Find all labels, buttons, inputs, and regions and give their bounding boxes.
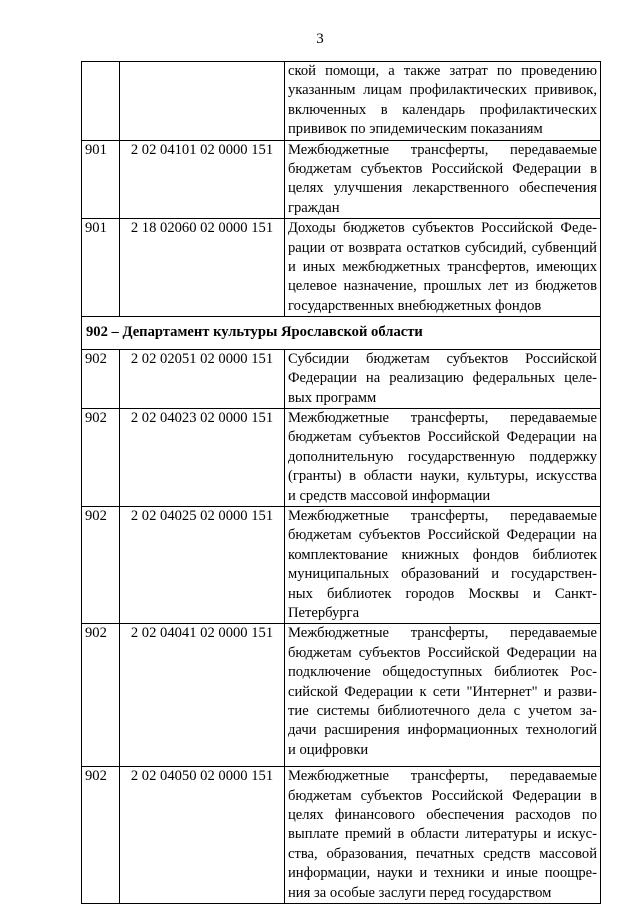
table-row: [82, 506, 601, 623]
admin-code: 902: [82, 408, 120, 506]
description-line: вых программ: [288, 389, 377, 406]
admin-code: 901: [82, 219, 120, 317]
description-line: выплате премий в области литературы и искус-: [288, 826, 597, 843]
description-line: граждан: [288, 199, 340, 216]
description-line: бюджетам субъектов Российской Федерации на: [288, 527, 597, 544]
admin-code: 902: [82, 624, 120, 767]
description-line: бюджетам субъектов Российской Федерации в: [288, 161, 597, 178]
description-line: Петербурга: [288, 604, 360, 621]
description-line: и иных межбюджетных трансфертов, имеющих: [288, 259, 597, 276]
description-line: муниципальных образований и государствен-: [288, 566, 597, 583]
table-row: [82, 349, 601, 408]
description-line: Субсидии бюджетам субъектов Российской: [288, 350, 597, 367]
classification-code: 2 02 04023 02 0000 151: [120, 408, 285, 506]
description-line: дополнительную государственную поддержку: [288, 448, 597, 465]
description-line: Межбюджетные трансферты, передаваемые: [288, 409, 597, 426]
description-line: Межбюджетные трансферты, передаваемые: [288, 768, 597, 785]
description-line: прививок по эпидемическим показаниям: [288, 121, 543, 138]
classification-code: 2 02 04025 02 0000 151: [120, 506, 285, 623]
classification-code: 2 18 02060 02 0000 151: [120, 219, 285, 317]
table-row: [82, 624, 601, 767]
description-line: государственных внебюджетных фондов: [288, 297, 542, 314]
description-line: рации от возврата остатков субсидий, субвенций: [288, 239, 597, 256]
description-line: ния за особые заслуги перед государством: [288, 884, 552, 901]
classification-code: 2 02 04101 02 0000 151: [120, 140, 285, 219]
description-line: комплектование книжных фондов библиотек: [288, 546, 597, 563]
description-line: Межбюджетные трансферты, передаваемые: [288, 625, 597, 642]
admin-code: 902: [82, 506, 120, 623]
table-row: [82, 408, 601, 506]
description: [285, 349, 601, 408]
description-line: ных библиотек городов Москвы и Санкт-: [288, 585, 597, 602]
description-line: бюджетам субъектов Российской Федерации в: [288, 787, 597, 804]
description-line: бюджетам субъектов Российской Федерации на: [288, 429, 597, 446]
page-number: 3: [316, 31, 324, 47]
description: [285, 408, 601, 506]
description-line: и оцифровки: [288, 741, 369, 758]
description-line: ской помощи, а также затрат по проведению: [288, 63, 597, 79]
budget-classification-table: [81, 61, 601, 904]
classification-code: 2 02 04050 02 0000 151: [120, 767, 285, 904]
description-line: (гранты) в области науки, культуры, искусства: [288, 468, 597, 485]
description-line: тие системы библиотечного дела с учетом за-: [288, 703, 597, 719]
description-line: Федерации на реализацию федеральных целе-: [288, 370, 597, 387]
description: [285, 219, 601, 317]
description-line: указанным лицам профилактических прививок,: [288, 82, 597, 99]
description-line: сийской Федерации к сети "Интернет" и разви-: [288, 683, 597, 700]
admin-code: 902: [82, 349, 120, 408]
classification-code: 2 02 04041 02 0000 151: [120, 624, 285, 767]
table-row: [82, 767, 601, 904]
description-line: Межбюджетные трансферты, передаваемые: [288, 141, 597, 158]
description-line: включенных в календарь профилактических: [288, 101, 597, 118]
description: [285, 767, 601, 904]
description-line: целях улучшения лекарственного обеспечения: [288, 180, 597, 197]
description-line: целях финансового обеспечения расходов по: [288, 807, 597, 824]
description: [285, 506, 601, 623]
classification-code: 2 02 02051 02 0000 151: [120, 349, 285, 408]
table-row: [82, 62, 601, 141]
description-line: подключение общедоступных библиотек Рос-: [288, 664, 597, 681]
description-line: и средств массовой информации: [288, 487, 491, 504]
admin-code: 902: [82, 767, 120, 904]
table-row: [82, 140, 601, 219]
description-line: информации, науки и техники и иные поощре-: [288, 865, 597, 882]
description-line: Доходы бюджетов субъектов Российской Феде-: [288, 220, 597, 237]
description-line: целевое назначение, прошлых лет из бюджетов: [288, 278, 597, 295]
table-row: [82, 219, 601, 317]
description: [285, 140, 601, 219]
section-header-row: [82, 317, 601, 349]
admin-code: 901: [82, 140, 120, 219]
description-line: Межбюджетные трансферты, передаваемые: [288, 507, 597, 524]
classification-code: [120, 62, 285, 141]
section-title: 902 – Департамент культуры Ярославской области: [82, 317, 601, 349]
admin-code: [82, 62, 120, 141]
description: [285, 624, 601, 767]
description-line: ства, образования, печатных средств массовой: [288, 845, 597, 862]
description-line: бюджетам субъектов Российской Федерации на: [288, 644, 597, 661]
description: [285, 62, 601, 141]
description-line: дачи расширения информационных технологий: [288, 722, 597, 739]
